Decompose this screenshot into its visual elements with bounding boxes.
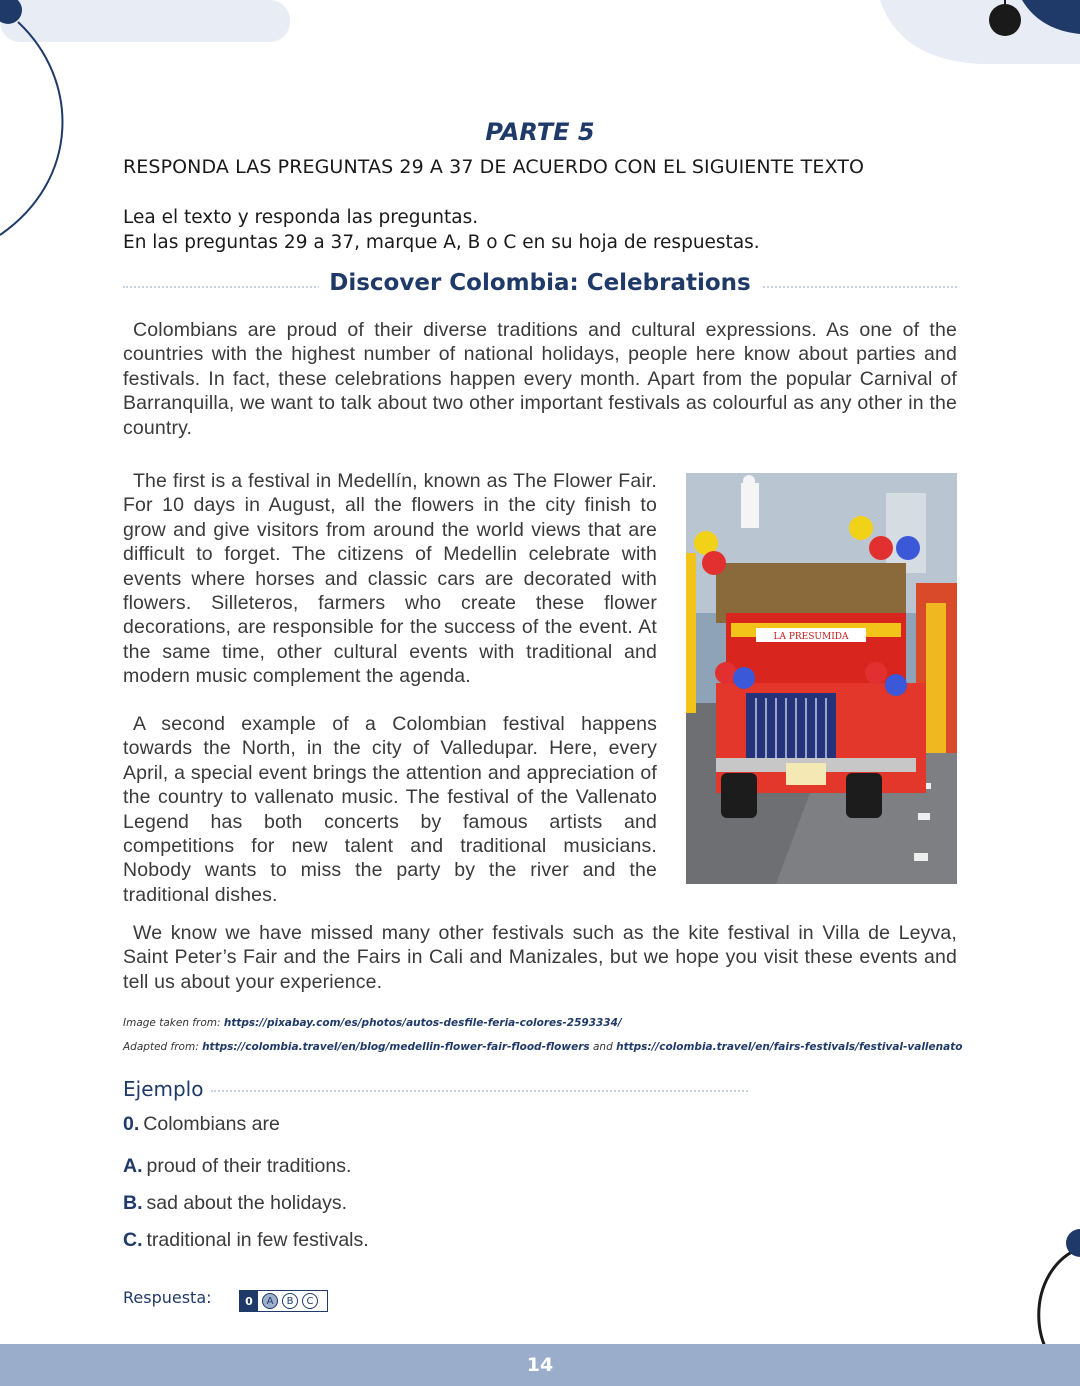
paragraph-flower-fair: The first is a festival in Medellín, known as The Flower Fair. For 10 days in August, all the flowers in the city finish to grow and give visitors from around the world views that are difficult to forget. The citizens of Medellin celebrate with events where horses and classic cars are decorated with flowers. Silleteros, farmers who create these flower decorations, are responsible for the success of the event. At the same time, other cultural events with traditional and modern music complement the agenda.: [123, 470, 657, 688]
instruction-line: Lea el texto y responda las preguntas.: [123, 207, 479, 228]
part-title: PARTE 5: [485, 118, 595, 146]
answer-label: Respuesta:: [123, 1288, 212, 1307]
instruction-heading: RESPONDA LAS PREGUNTAS 29 A 37 DE ACUERDO CON EL SIGUIENTE TEXTO: [123, 156, 865, 178]
paragraph-intro: Colombians are proud of their diverse traditions and cultural expressions. As one of the countries with the highest number of national holidays, people here know about parties and festivals. In fact, these celebrations happen every month. Apart from the popular Carnival of Barranquilla, we want to talk about two other important festivals as colourful as any other in the country.: [123, 319, 957, 439]
page-number: 14: [526, 1354, 554, 1376]
answer-bubble-a[interactable]: A: [262, 1293, 278, 1309]
answer-sheet-row: [239, 1290, 328, 1312]
option-b: B. sad about the holidays.: [123, 1192, 348, 1214]
instruction-line: En las preguntas 29 a 37, marque A, B o C en su hoja de respuestas.: [123, 232, 760, 253]
example-label: Ejemplo: [123, 1077, 211, 1101]
page-footer: [0, 1344, 1080, 1386]
section-title-row: [123, 270, 957, 304]
adapted-link-2[interactable]: https://colombia.travel/en/fairs-festivals/festival-vallenato: [616, 1041, 963, 1053]
example-heading: [123, 1077, 748, 1105]
image-credit: Image taken from: https://pixabay.com/es/photos/autos-desfile-feria-colores-2593334/: [123, 1017, 622, 1029]
adapted-link-1[interactable]: https://colombia.travel/en/blog/medellin-flower-fair-flood-flowers: [202, 1041, 590, 1053]
option-a: A. proud of their traditions.: [123, 1155, 352, 1177]
answer-bubble-c[interactable]: C: [302, 1293, 318, 1309]
example-divider: [211, 1090, 748, 1092]
paragraph-vallenato: A second example of a Colombian festival happens towards the North, in the city of Valledupar. Here, every April, a special event brings the attention and appreciation of the country to vallenato music. The festival of the Vallenato Legend has both concerts by famous artists and competitions for new talent and traditional musicians. Nobody wants to miss the party by the river and the traditional dishes.: [123, 713, 657, 906]
answer-bubble-b[interactable]: B: [282, 1293, 298, 1309]
paragraph-closing: We know we have missed many other festivals such as the kite festival in Villa de Leyva, Saint Peter’s Fair and the Fairs in Cali and Manizales, but we hope you visit these events and tell us about your experience.: [123, 922, 957, 993]
adapted-credit: Adapted from: https://colombia.travel/en/blog/medellin-flower-fair-flood-flowers and https://colombia.travel/en/fairs-festivals/festival-vallenato: [123, 1041, 963, 1053]
image-credit-link[interactable]: https://pixabay.com/es/photos/autos-desfile-feria-colores-2593334/: [223, 1017, 622, 1029]
instructions: [123, 205, 760, 255]
option-c: C. traditional in few festivals.: [123, 1229, 369, 1251]
example-question: 0. Colombians are: [123, 1113, 280, 1135]
svg-text:LA PRESUMIDA: LA PRESUMIDA: [773, 632, 849, 642]
parade-jeep-photo: [686, 473, 957, 884]
answer-number: 0: [240, 1291, 258, 1311]
section-title: Discover Colombia: Celebrations: [123, 270, 957, 296]
